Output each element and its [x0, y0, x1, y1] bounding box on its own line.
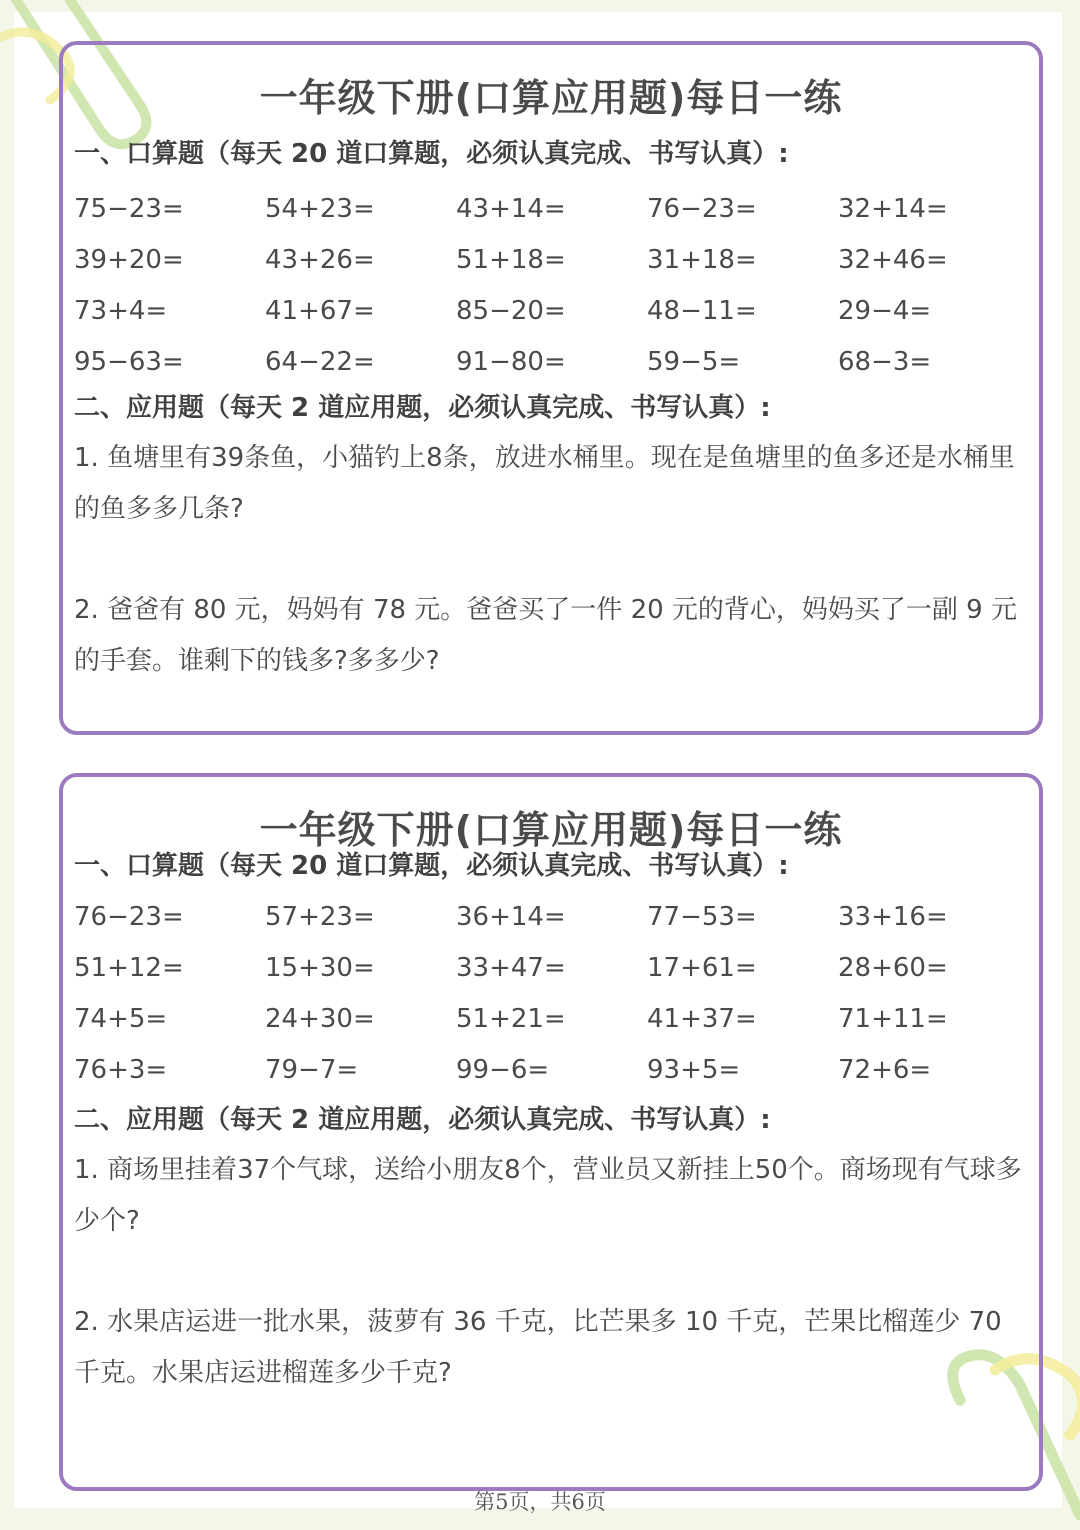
- arithmetic-item: 48−11=: [647, 295, 757, 326]
- section-word-problems-heading: 二、应用题（每天 2 道应用题，必须认真完成、书写认真）:: [74, 1105, 771, 1135]
- arithmetic-item: 54+23=: [265, 193, 375, 224]
- arithmetic-item: 74+5=: [74, 1003, 168, 1034]
- arithmetic-item: 95−63=: [74, 346, 184, 377]
- arithmetic-item: 31+18=: [647, 244, 757, 275]
- worksheet-title: 一年级下册(口算应用题)每日一练: [259, 808, 843, 852]
- arithmetic-item: 76+3=: [74, 1054, 168, 1085]
- word-problem-1: 1. 商场里挂着37个气球，送给小朋友8个，营业员又新挂上50个。商场现有气球多少个?: [74, 1155, 1022, 1236]
- arithmetic-item: 64−22=: [265, 346, 375, 377]
- arithmetic-item: 93+5=: [647, 1054, 741, 1085]
- word-problem-2: 2. 水果店运进一批水果，菠萝有 36 千克，比芒果多 10 千克，芒果比榴莲少 70 千克。水果店运进榴莲多少千克?: [74, 1307, 1002, 1388]
- worksheet-title: 一年级下册(口算应用题)每日一练: [259, 76, 843, 120]
- arithmetic-row: [74, 183, 1034, 234]
- arithmetic-item: 51+21=: [456, 1003, 566, 1034]
- arithmetic-item: 39+20=: [74, 244, 184, 275]
- page-number: 第5页，共6页: [474, 1490, 606, 1514]
- arithmetic-item: 72+6=: [838, 1054, 932, 1085]
- arithmetic-item: 68−3=: [838, 346, 932, 377]
- word-problem-2: 2. 爸爸有 80 元，妈妈有 78 元。爸爸买了一件 20 元的背心，妈妈买了一副 9 元的手套。谁剩下的钱多?多多少?: [74, 595, 1017, 676]
- section-mental-arithmetic-heading: 一、口算题（每天 20 道口算题，必须认真完成、书写认真）:: [74, 139, 789, 169]
- arithmetic-item: 41+37=: [647, 1003, 757, 1034]
- arithmetic-item: 32+14=: [838, 193, 948, 224]
- arithmetic-row: [74, 993, 1034, 1044]
- arithmetic-item: 33+47=: [456, 952, 566, 983]
- arithmetic-row: [74, 336, 1034, 387]
- arithmetic-item: 43+26=: [265, 244, 375, 275]
- arithmetic-item: 85−20=: [456, 295, 566, 326]
- section-mental-arithmetic-heading: 一、口算题（每天 20 道口算题，必须认真完成、书写认真）:: [74, 851, 789, 881]
- arithmetic-item: 24+30=: [265, 1003, 375, 1034]
- worksheet-card-1: [59, 41, 1043, 735]
- arithmetic-item: 59−5=: [647, 346, 741, 377]
- worksheet-card-2: [59, 773, 1043, 1491]
- arithmetic-item: 33+16=: [838, 901, 948, 932]
- arithmetic-item: 51+18=: [456, 244, 566, 275]
- arithmetic-item: 51+12=: [74, 952, 184, 983]
- arithmetic-item: 76−23=: [74, 901, 184, 932]
- arithmetic-row: [74, 285, 1034, 336]
- arithmetic-item: 91−80=: [456, 346, 566, 377]
- arithmetic-item: 77−53=: [647, 901, 757, 932]
- arithmetic-item: 79−7=: [265, 1054, 359, 1085]
- word-problem-1: 1. 鱼塘里有39条鱼，小猫钓上8条，放进水桶里。现在是鱼塘里的鱼多还是水桶里的鱼多多几条?: [74, 443, 1015, 524]
- arithmetic-item: 41+67=: [265, 295, 375, 326]
- arithmetic-item: 43+14=: [456, 193, 566, 224]
- arithmetic-row: [74, 1044, 1034, 1095]
- arithmetic-item: 57+23=: [265, 901, 375, 932]
- arithmetic-item: 75−23=: [74, 193, 184, 224]
- arithmetic-item: 28+60=: [838, 952, 948, 983]
- arithmetic-item: 15+30=: [265, 952, 375, 983]
- arithmetic-grid: [74, 891, 1034, 1095]
- arithmetic-item: 71+11=: [838, 1003, 948, 1034]
- section-word-problems-heading: 二、应用题（每天 2 道应用题，必须认真完成、书写认真）:: [74, 393, 771, 423]
- arithmetic-item: 29−4=: [838, 295, 932, 326]
- arithmetic-item: 17+61=: [647, 952, 757, 983]
- arithmetic-row: [74, 891, 1034, 942]
- arithmetic-item: 36+14=: [456, 901, 566, 932]
- arithmetic-item: 76−23=: [647, 193, 757, 224]
- arithmetic-item: 99−6=: [456, 1054, 550, 1085]
- arithmetic-row: [74, 942, 1034, 993]
- arithmetic-grid: [74, 183, 1034, 387]
- arithmetic-item: 73+4=: [74, 295, 168, 326]
- arithmetic-item: 32+46=: [838, 244, 948, 275]
- arithmetic-row: [74, 234, 1034, 285]
